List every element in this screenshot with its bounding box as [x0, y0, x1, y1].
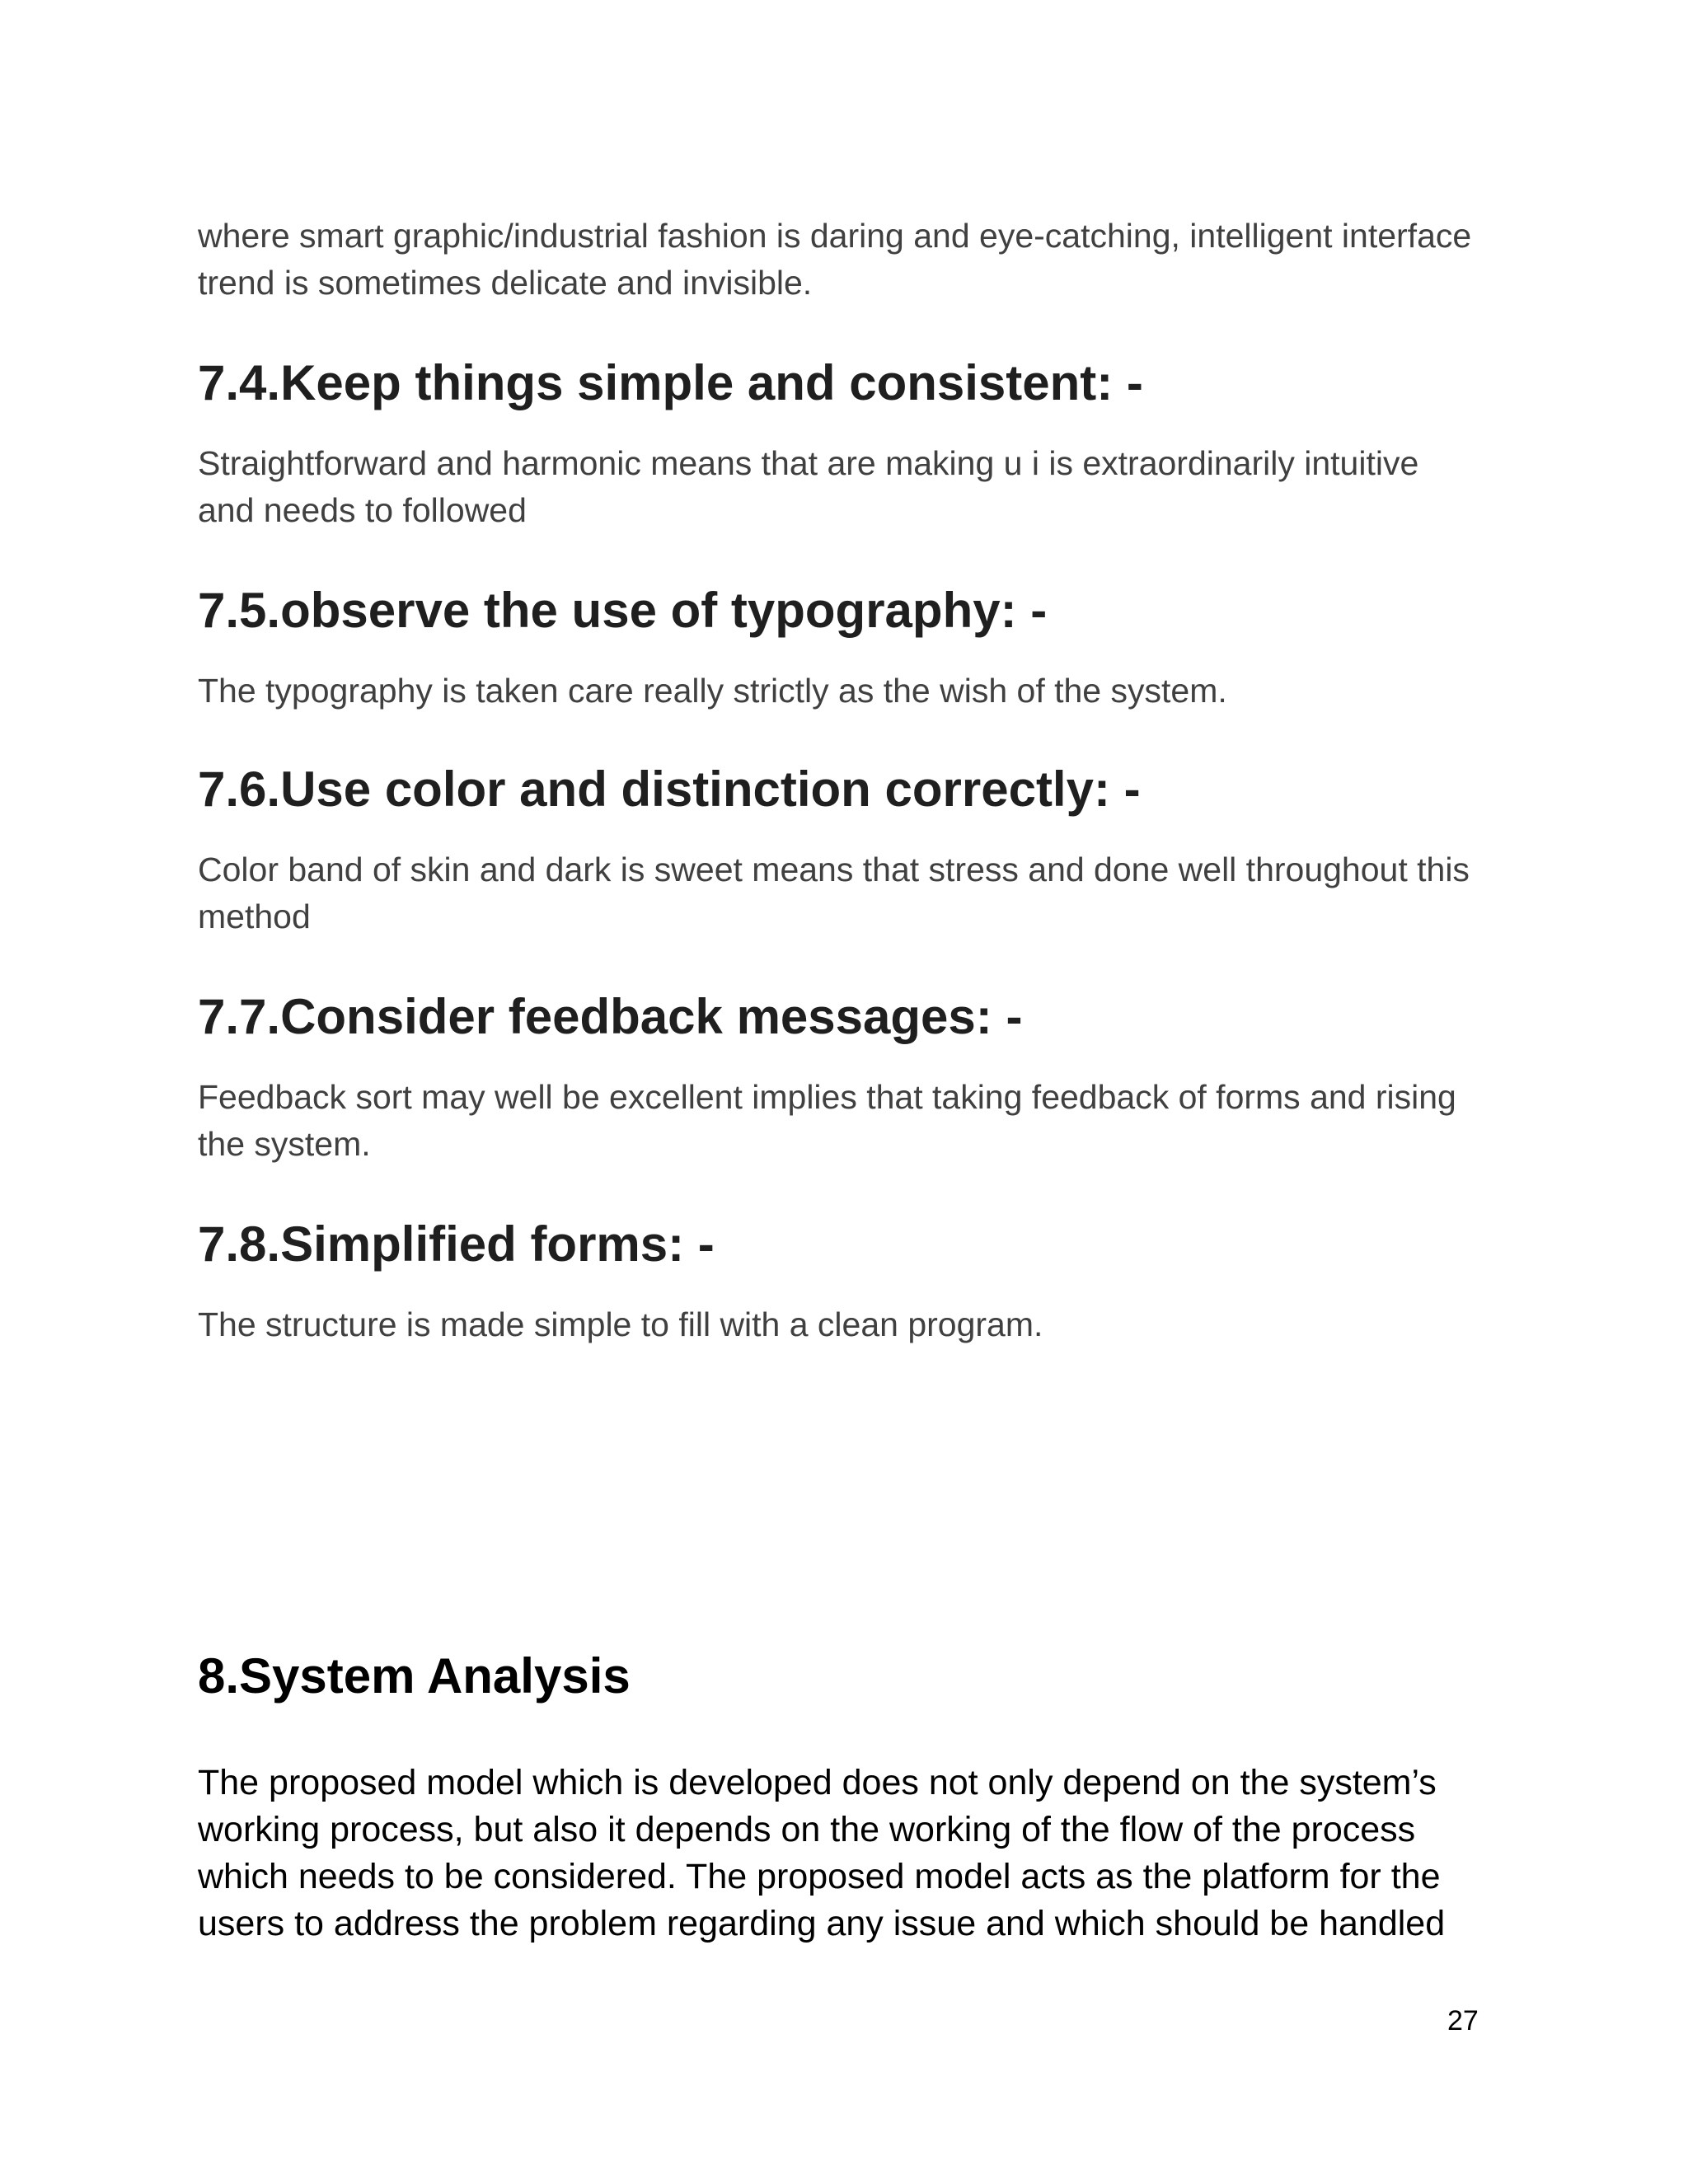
- page-content: [198, 213, 1484, 1348]
- page-number: 27: [1447, 2005, 1479, 2036]
- section-heading-7-8: 7.8.Simplified forms: -: [198, 1216, 715, 1272]
- section-heading-7-4: 7.4.Keep things simple and consistent: -: [198, 355, 1143, 410]
- section-heading-7-5: 7.5.observe the use of typography: -: [198, 583, 1048, 638]
- system-analysis-body: The proposed model which is developed does not only depend on the system’s working process, but also it depends on the working of the flow of the process which needs to be considered. The proposed model acts as the platform for the users to address the problem regarding any issue and which should be handled: [198, 1763, 1446, 1943]
- intro-paragraph: where smart graphic/industrial fashion is daring and eye-catching, intelligent interface trend is sometimes delicate and invisible.: [198, 217, 1472, 302]
- system-analysis-heading: 8.System Analysis: [198, 1648, 631, 1704]
- section-body-7-6: Color band of skin and dark is sweet means that stress and done well throughout this method: [198, 851, 1470, 935]
- section-body-7-4: Straightforward and harmonic means that are making u i is extraordinarily intuitive and needs to followed: [198, 444, 1419, 529]
- section-body-7-7: Feedback sort may well be excellent implies that taking feedback of forms and rising the system.: [198, 1078, 1456, 1163]
- section-heading-7-6: 7.6.Use color and distinction correctly: -: [198, 762, 1141, 817]
- section-body-7-8: The structure is made simple to fill with a clean program.: [198, 1305, 1043, 1343]
- section-heading-7-7: 7.7.Consider feedback messages: -: [198, 989, 1023, 1044]
- section-body-7-5: The typography is taken care really strictly as the wish of the system.: [198, 672, 1227, 710]
